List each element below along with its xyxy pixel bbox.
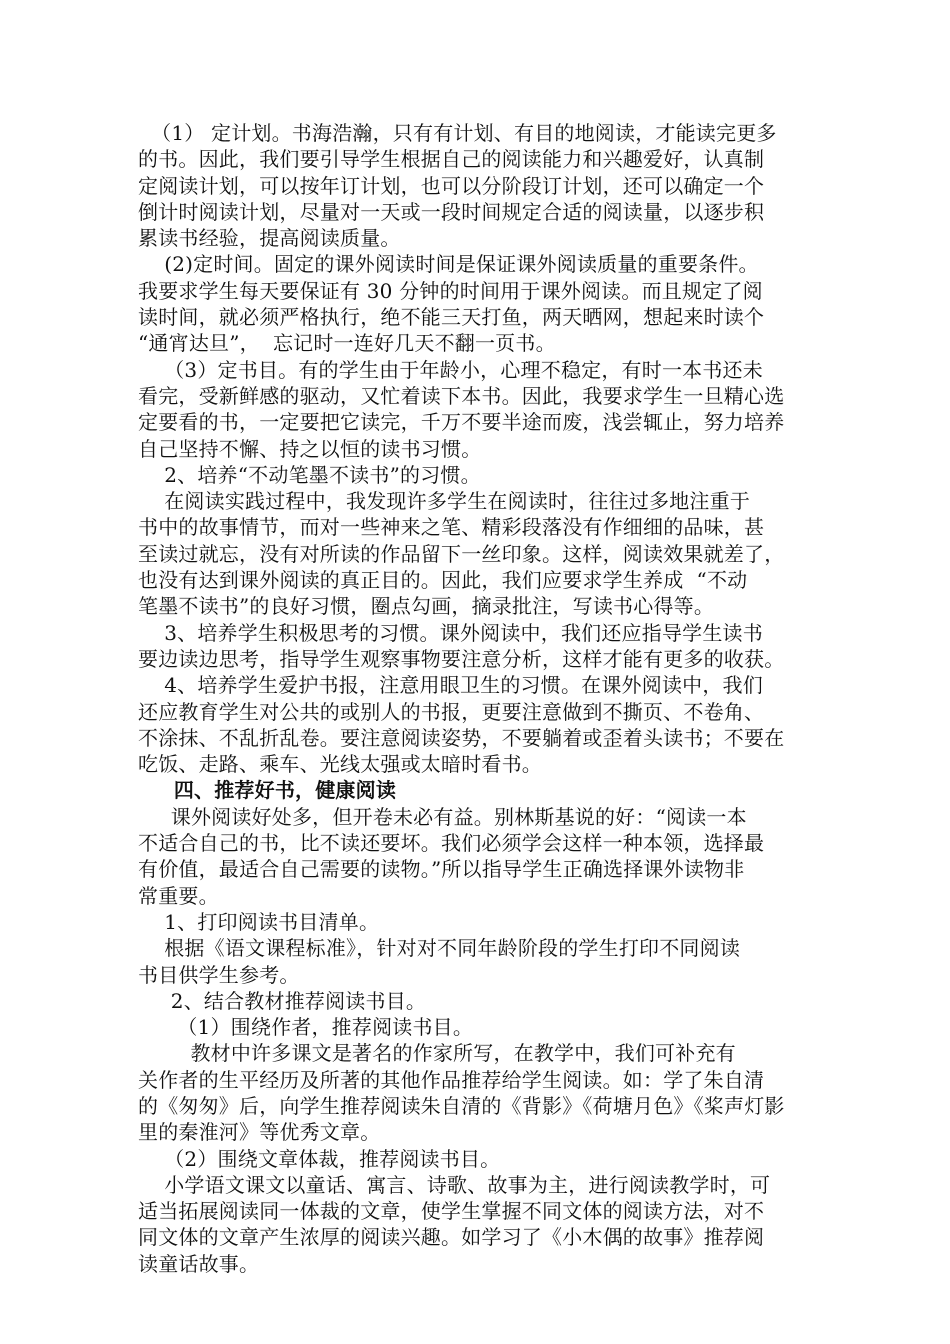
text-line: 书中的故事情节，而对一些神来之笔、精彩段落没有作细细的品味，甚 bbox=[138, 515, 765, 540]
text-line: （1）围绕作者，推荐阅读书目。 bbox=[138, 1015, 474, 1040]
text-line: 定阅读计划，可以按年订计划，也可以分阶段订计划，还可以确定一个 bbox=[138, 173, 765, 198]
text-line: 里的秦淮河》等优秀文章。 bbox=[138, 1120, 381, 1145]
text-line: 的书。因此，我们要引导学生根据自己的阅读能力和兴趣爱好，认真制 bbox=[138, 147, 765, 172]
text-line: 看完，受新鲜感的驱动，又忙着读下本书。因此，我要求学生一旦精心选 bbox=[138, 383, 785, 408]
text-line: 2、培养“不动笔墨不读书”的习惯。 bbox=[138, 462, 481, 487]
text-line: 我要求学生每天要保证有 30 分钟的时间用于课外阅读。而且规定了阅 bbox=[138, 278, 763, 303]
text-line: 同文体的文章产生浓厚的阅读兴趣。如学习了《小木偶的故事》推荐阅 bbox=[138, 1225, 765, 1250]
text-line: 书目供学生参考。 bbox=[138, 962, 300, 987]
text-line: 累读书经验，提高阅读质量。 bbox=[138, 226, 401, 251]
text-line: 倒计时阅读计划，尽量对一天或一段时间规定合适的阅读量，以逐步积 bbox=[138, 199, 765, 224]
text-line: 至读过就忘，没有对所读的作品留下一丝印象。这样，阅读效果就差了， bbox=[138, 541, 785, 566]
text-line: 根据《语文课程标准》，针对对不同年龄阶段的学生打印不同阅读 bbox=[138, 936, 741, 961]
section-heading: 四、推荐好书，健康阅读 bbox=[138, 778, 397, 803]
text-line: 读童话故事。 bbox=[138, 1251, 260, 1276]
text-line: 吃饭、走路、乘车、光线太强或太暗时看书。 bbox=[138, 752, 542, 777]
text-line: 自己坚持不懈、持之以恒的读书习惯。 bbox=[138, 436, 482, 461]
text-line: 还应教育学生对公共的或别人的书报，更要注意做到不撕页、不卷角、 bbox=[138, 699, 765, 724]
text-line: 适当拓展阅读同一体裁的文章，使学生掌握不同文体的阅读方法，对不 bbox=[138, 1199, 765, 1224]
text-line: (2)定时间。固定的课外阅读时间是保证课外阅读质量的重要条件。 bbox=[138, 252, 759, 277]
text-line: （1） 定计划。书海浩瀚，只有有计划、有目的地阅读，才能读完更多 bbox=[138, 121, 777, 145]
text-line: 有价值，最适合自己需要的读物。”所以指导学生正确选择课外读物非 bbox=[138, 857, 745, 882]
text-line: 定要看的书，一定要把它读完，千万不要半途而废，浅尝辄止，努力培养 bbox=[138, 410, 785, 435]
text-line: 的《匆匆》后，向学生推荐阅读朱自清的《背影》《荷塘月色》《桨声灯影 bbox=[138, 1093, 785, 1118]
text-line: 笔墨不读书”的良好习惯，圈点勾画，摘录批注，写读书心得等。 bbox=[138, 594, 715, 619]
text-line: “通宵达旦”， 忘记时一连好几天不翻一页书。 bbox=[138, 331, 556, 356]
text-line: 不适合自己的书，比不读还要坏。我们必须学会这样一种本领，选择最 bbox=[138, 831, 765, 856]
text-line: 常重要。 bbox=[138, 883, 219, 908]
text-line: （3）定书目。有的学生由于年龄小，心理不稳定，有时一本书还未 bbox=[138, 357, 763, 382]
document-body bbox=[138, 120, 828, 1277]
text-line: （2）围绕文章体裁，推荐阅读书目。 bbox=[138, 1146, 501, 1171]
text-line: 关作者的生平经历及所著的其他作品推荐给学生阅读。如：学了朱自清 bbox=[138, 1067, 765, 1092]
text-line: 读时间，就必须严格执行，绝不能三天打鱼，两天晒网，想起来时读个 bbox=[138, 305, 765, 330]
text-line: 不涂抹、不乱折乱卷。要注意阅读姿势，不要躺着或歪着头读书；不要在 bbox=[138, 725, 785, 750]
text-line: 课外阅读好处多，但开卷未必有益。别林斯基说的好：“阅读一本 bbox=[138, 804, 747, 829]
text-line: 1、打印阅读书目清单。 bbox=[138, 909, 380, 934]
text-line: 2、结合教材推荐阅读书目。 bbox=[138, 988, 427, 1013]
text-line: 4、培养学生爱护书报，注意用眼卫生的习惯。在课外阅读中，我们 bbox=[138, 673, 763, 698]
text-line: 3、培养学生积极思考的习惯。课外阅读中，我们还应指导学生读书 bbox=[138, 620, 763, 645]
text-line: 教材中许多课文是著名的作家所写，在教学中，我们可补充有 bbox=[138, 1041, 736, 1066]
text-line: 在阅读实践过程中，我发现许多学生在阅读时，往往过多地注重于 bbox=[138, 489, 751, 514]
text-line: 要边读边思考，指导学生观察事物要注意分析，这样才能有更多的收获。 bbox=[138, 646, 785, 671]
text-line: 小学语文课文以童话、寓言、诗歌、故事为主，进行阅读教学时，可 bbox=[138, 1172, 771, 1197]
text-line: 也没有达到课外阅读的真正目的。因此，我们应要求学生养成 “不动 bbox=[138, 568, 748, 593]
